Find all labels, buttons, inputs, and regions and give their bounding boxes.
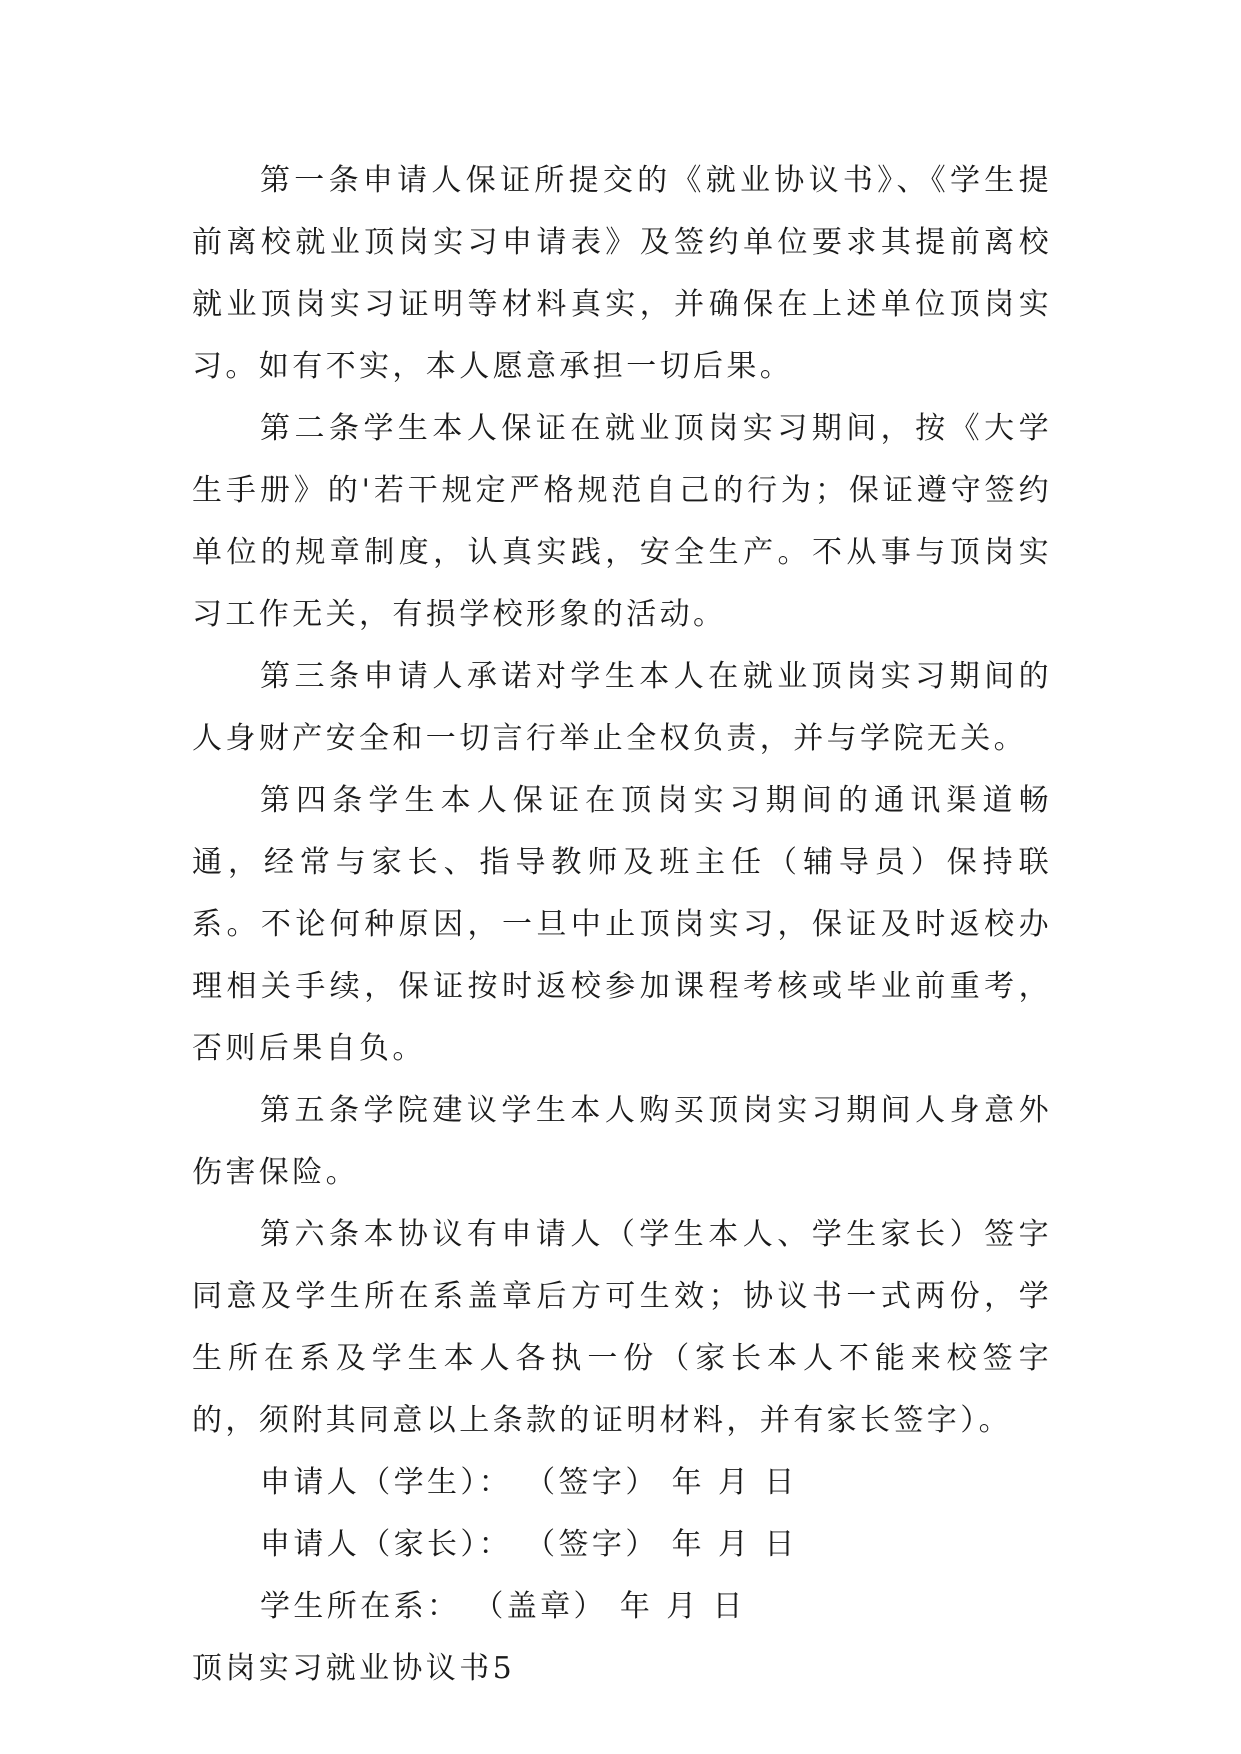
article-1: 第一条申请人保证所提交的《就业协议书》、《学生提前离校就业顶岗实习申请表》及签约单位要求其提前离校就业顶岗实习证明等材料真实，并确保在上述单位顶岗实习。如有不实，本人愿意承担一切后果。 bbox=[192, 163, 1052, 384]
document-page bbox=[192, 150, 1052, 1700]
article-6: 第六条本协议有申请人（学生本人、学生家长）签字同意及学生所在系盖章后方可生效；协议书一式两份，学生所在系及学生本人各执一份（家长本人不能来校签字的，须附其同意以上条款的证明材料，并有家长签字）。 bbox=[192, 1217, 1052, 1438]
next-document-title: 顶岗实习就业协议书5 bbox=[192, 1651, 516, 1686]
signature-department: 学生所在系： （盖章） 年 月 日 bbox=[260, 1589, 746, 1624]
signature-student: 申请人（学生）： （签字） 年 月 日 bbox=[260, 1465, 798, 1500]
article-2: 第二条学生本人保证在就业顶岗实习期间，按《大学生手册》的'若干规定严格规范自己的行为；保证遵守签约单位的规章制度，认真实践，安全生产。不从事与顶岗实习工作无关，有损学校形象的活动。 bbox=[192, 411, 1052, 632]
signature-parent: 申请人（家长）： （签字） 年 月 日 bbox=[260, 1527, 798, 1562]
article-5: 第五条学院建议学生本人购买顶岗实习期间人身意外伤害保险。 bbox=[192, 1093, 1052, 1190]
article-3: 第三条申请人承诺对学生本人在就业顶岗实习期间的人身财产安全和一切言行举止全权负责，并与学院无关。 bbox=[192, 659, 1052, 756]
article-4: 第四条学生本人保证在顶岗实习期间的通讯渠道畅通，经常与家长、指导教师及班主任（辅导员）保持联系。不论何种原因，一旦中止顶岗实习，保证及时返校办理相关手续，保证按时返校参加课程考核或毕业前重考，否则后果自负。 bbox=[192, 783, 1052, 1066]
